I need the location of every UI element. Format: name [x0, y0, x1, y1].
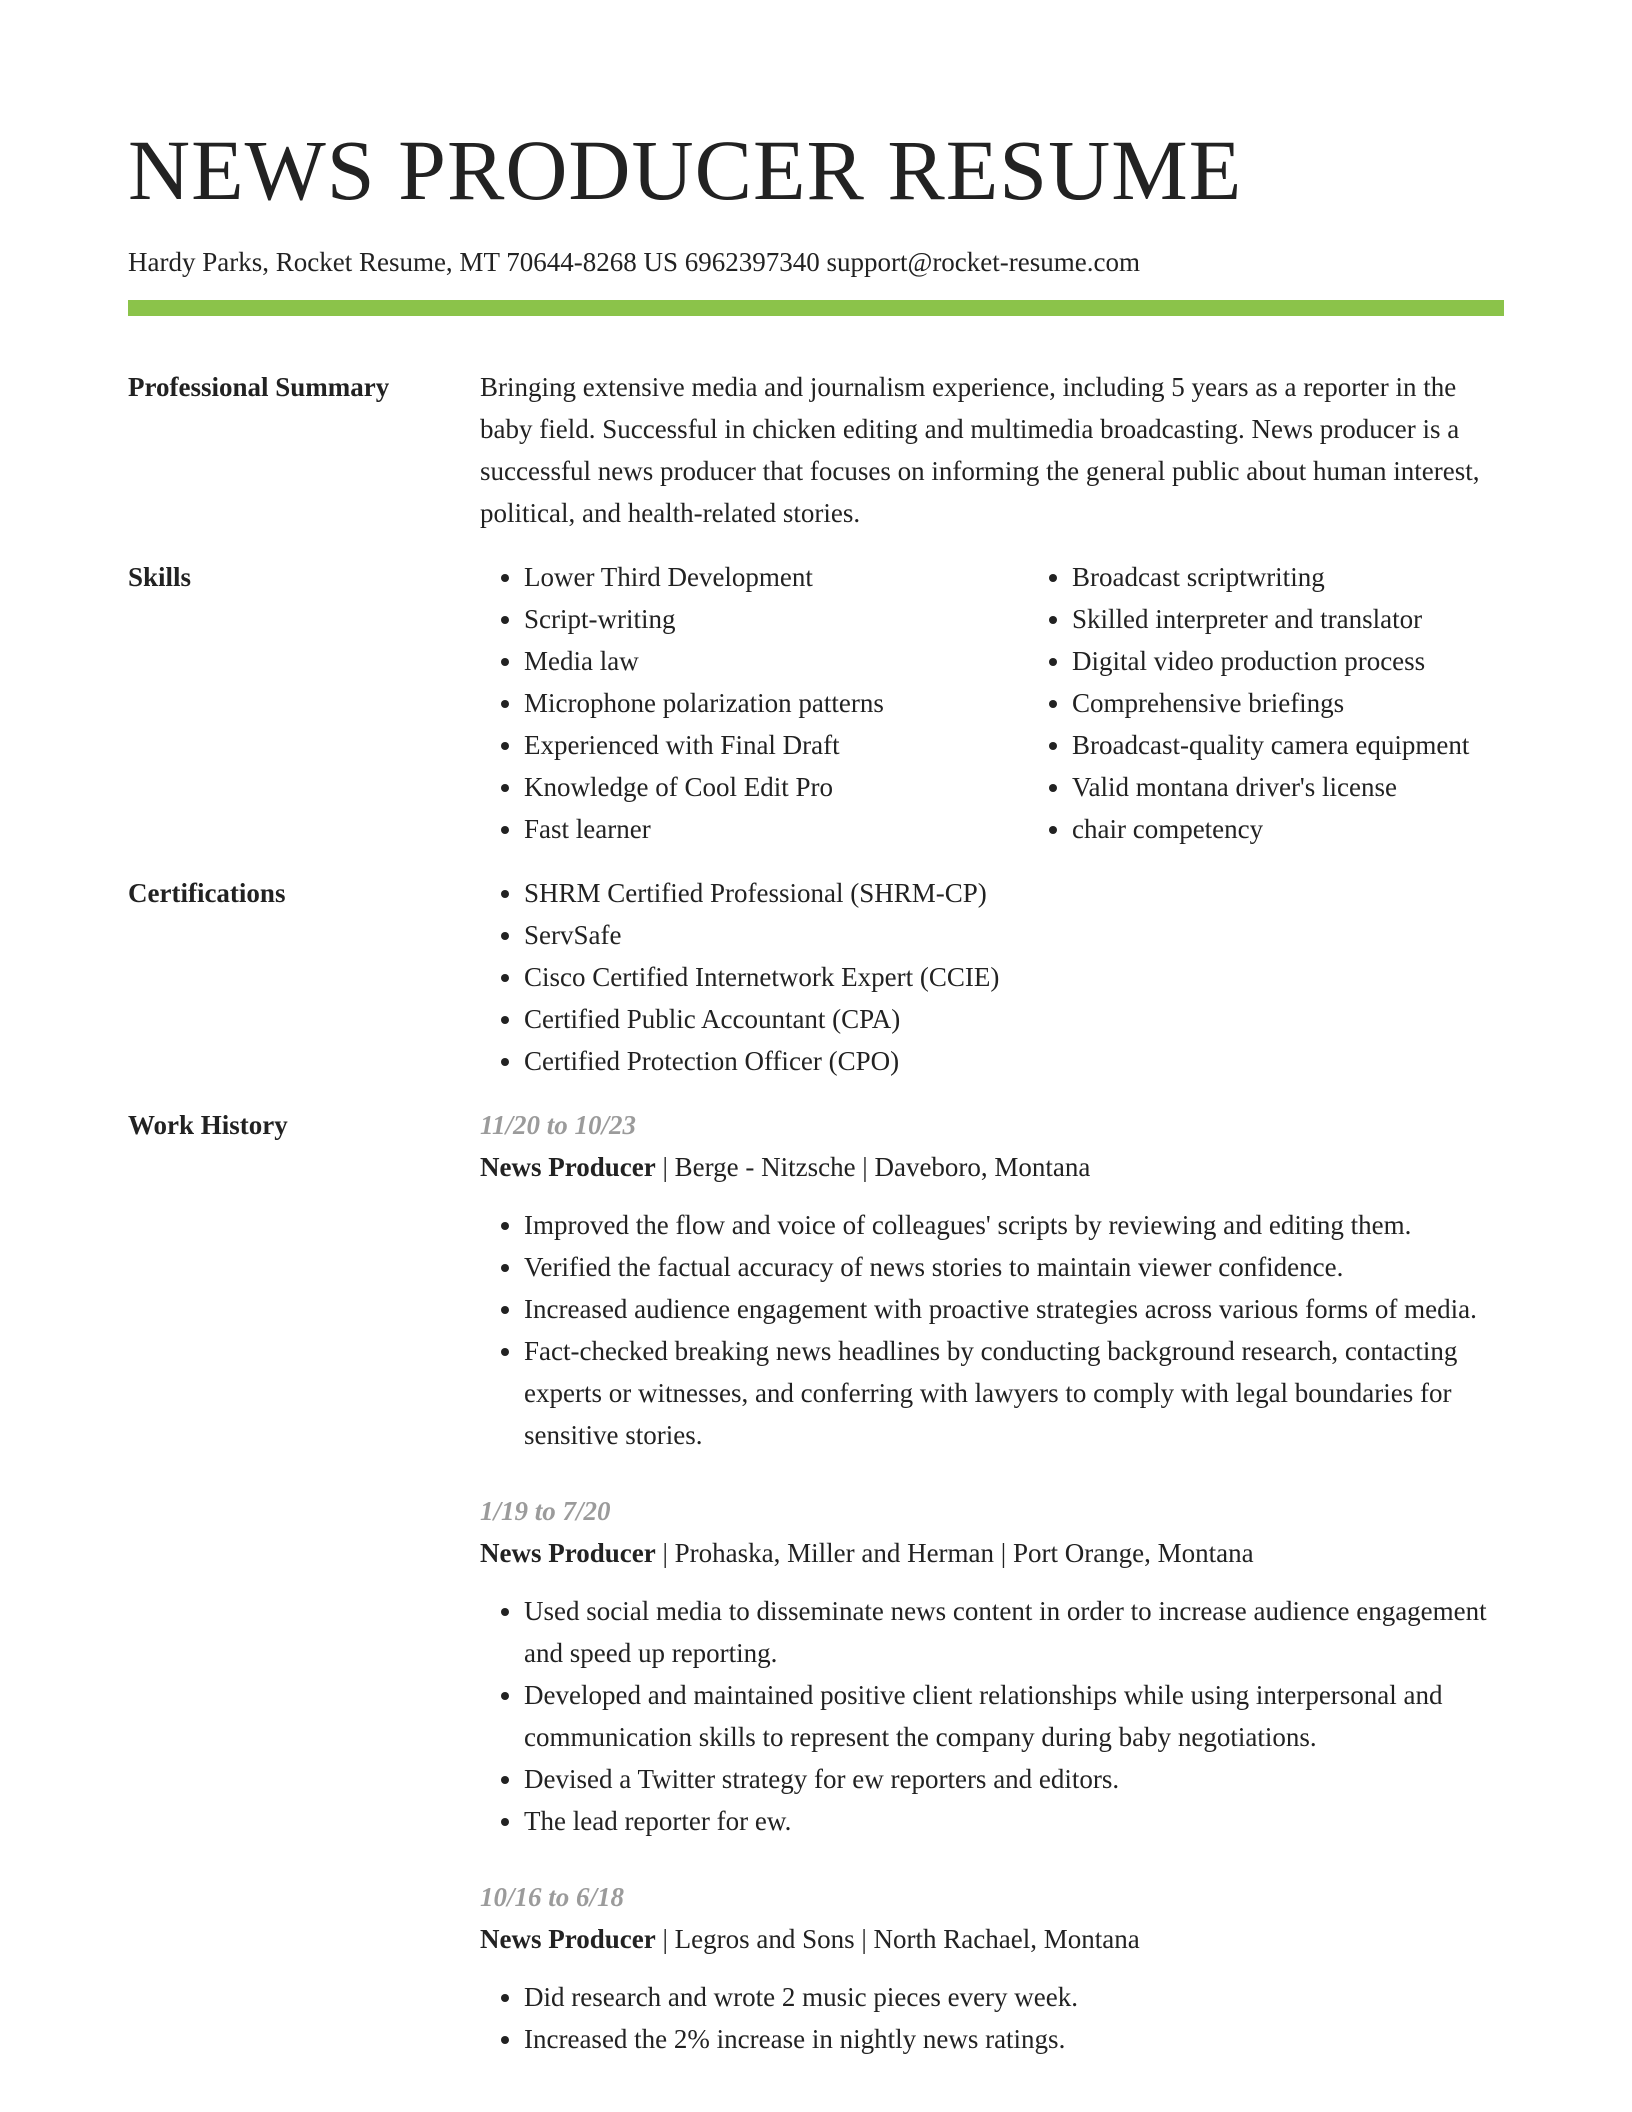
- resume-page: [128, 120, 1504, 2094]
- skill-item: • Knowledge of Cool Edit Pro: [524, 766, 1028, 808]
- job-bullets: [480, 1590, 1504, 1842]
- section-label-summary: Professional Summary: [128, 372, 390, 402]
- section-label-work-history: Work History: [128, 1110, 288, 1140]
- summary-body: [480, 366, 1504, 534]
- job-bullet: • Increased the 2% increase in nightly news ratings.: [524, 2018, 1504, 2060]
- skill-item: • Digital video production process: [1072, 640, 1576, 682]
- job-title-line: [480, 1918, 1504, 1960]
- job-bullets: [480, 1204, 1504, 1456]
- skill-item: • Lower Third Development: [524, 556, 1028, 598]
- job-dates: 1/19 to 7/20: [480, 1496, 611, 1526]
- job-title: News Producer: [480, 1152, 656, 1182]
- skills-list-right: [1028, 556, 1576, 850]
- skill-item: • Microphone polarization patterns: [524, 682, 1028, 724]
- job-bullet: • The lead reporter for ew.: [524, 1800, 1504, 1842]
- skill-item: • chair competency: [1072, 808, 1576, 850]
- skill-item: • Media law: [524, 640, 1028, 682]
- job-entry: [480, 1490, 1504, 1842]
- certification-item: • Certified Public Accountant (CPA): [524, 998, 1504, 1040]
- job-dates: 10/16 to 6/18: [480, 1882, 625, 1912]
- job-bullets: [480, 1976, 1504, 2060]
- certifications-list: [480, 872, 1504, 1082]
- job-bullet: • Developed and maintained positive client relationships while using interpersonal and communication skills to represent the company during baby negotiations.: [524, 1674, 1504, 1758]
- job-title: News Producer: [480, 1924, 656, 1954]
- job-entry: [480, 1876, 1504, 2060]
- work-history-body: [480, 1104, 1504, 2094]
- skill-item: • Comprehensive briefings: [1072, 682, 1576, 724]
- job-bullet: • Fact-checked breaking news headlines by conducting background research, contacting experts or witnesses, and conferring with lawyers to comply with legal boundaries for sensitive stories.: [524, 1330, 1504, 1456]
- job-title-line: [480, 1146, 1504, 1188]
- skill-item: • Script-writing: [524, 598, 1028, 640]
- certification-item: • Certified Protection Officer (CPO): [524, 1040, 1504, 1082]
- job-details: | Berge - Nitzsche | Daveboro, Montana: [655, 1152, 1091, 1182]
- skill-item: • Experienced with Final Draft: [524, 724, 1028, 766]
- skill-item: • Broadcast scriptwriting: [1072, 556, 1576, 598]
- job-dates: 11/20 to 10/23: [480, 1110, 637, 1140]
- job-title: News Producer: [480, 1538, 656, 1568]
- job-title-line: [480, 1532, 1504, 1574]
- job-details: | Legros and Sons | North Rachael, Montana: [655, 1924, 1140, 1954]
- work-history-section: [128, 1104, 1504, 2094]
- skills-list-left: [480, 556, 1028, 850]
- certification-item: • SHRM Certified Professional (SHRM-CP): [524, 872, 1504, 914]
- job-bullet: • Used social media to disseminate news content in order to increase audience engagement and speed up reporting.: [524, 1590, 1504, 1674]
- job-bullet: • Did research and wrote 2 music pieces every week.: [524, 1976, 1504, 2018]
- skill-item: • Skilled interpreter and translator: [1072, 598, 1576, 640]
- skills-body: [480, 556, 1576, 850]
- job-bullet: • Verified the factual accuracy of news stories to maintain viewer confidence.: [524, 1246, 1504, 1288]
- resume-title: NEWS PRODUCER RESUME: [128, 122, 1243, 218]
- job-bullet: • Increased audience engagement with proactive strategies across various forms of media.: [524, 1288, 1504, 1330]
- skill-item: • Broadcast-quality camera equipment: [1072, 724, 1576, 766]
- accent-divider: [128, 300, 1504, 316]
- summary-text: Bringing extensive media and journalism experience, including 5 years as a reporter in the baby field. Successful in chicken editing and multimedia broadcasting. News producer is a successful news producer that focuses on informing the general public about human interest, political, and health-related stories.: [480, 372, 1480, 528]
- job-entry: [480, 1104, 1504, 1456]
- job-details: | Prohaska, Miller and Herman | Port Orange, Montana: [655, 1538, 1254, 1568]
- skill-item: • Valid montana driver's license: [1072, 766, 1576, 808]
- contact-line: Hardy Parks, Rocket Resume, MT 70644-8268 US 6962397340 support@rocket-resume.com: [128, 247, 1140, 277]
- certifications-section: [128, 872, 1504, 1082]
- job-bullet: • Devised a Twitter strategy for ew reporters and editors.: [524, 1758, 1504, 1800]
- job-bullet: • Improved the flow and voice of colleagues' scripts by reviewing and editing them.: [524, 1204, 1504, 1246]
- section-label-skills: Skills: [128, 562, 192, 592]
- certification-item: • ServSafe: [524, 914, 1504, 956]
- certification-item: • Cisco Certified Internetwork Expert (CCIE): [524, 956, 1504, 998]
- summary-section: [128, 366, 1504, 534]
- skill-item: • Fast learner: [524, 808, 1028, 850]
- section-label-certifications: Certifications: [128, 878, 286, 908]
- certifications-body: [480, 872, 1504, 1082]
- skills-section: [128, 556, 1504, 850]
